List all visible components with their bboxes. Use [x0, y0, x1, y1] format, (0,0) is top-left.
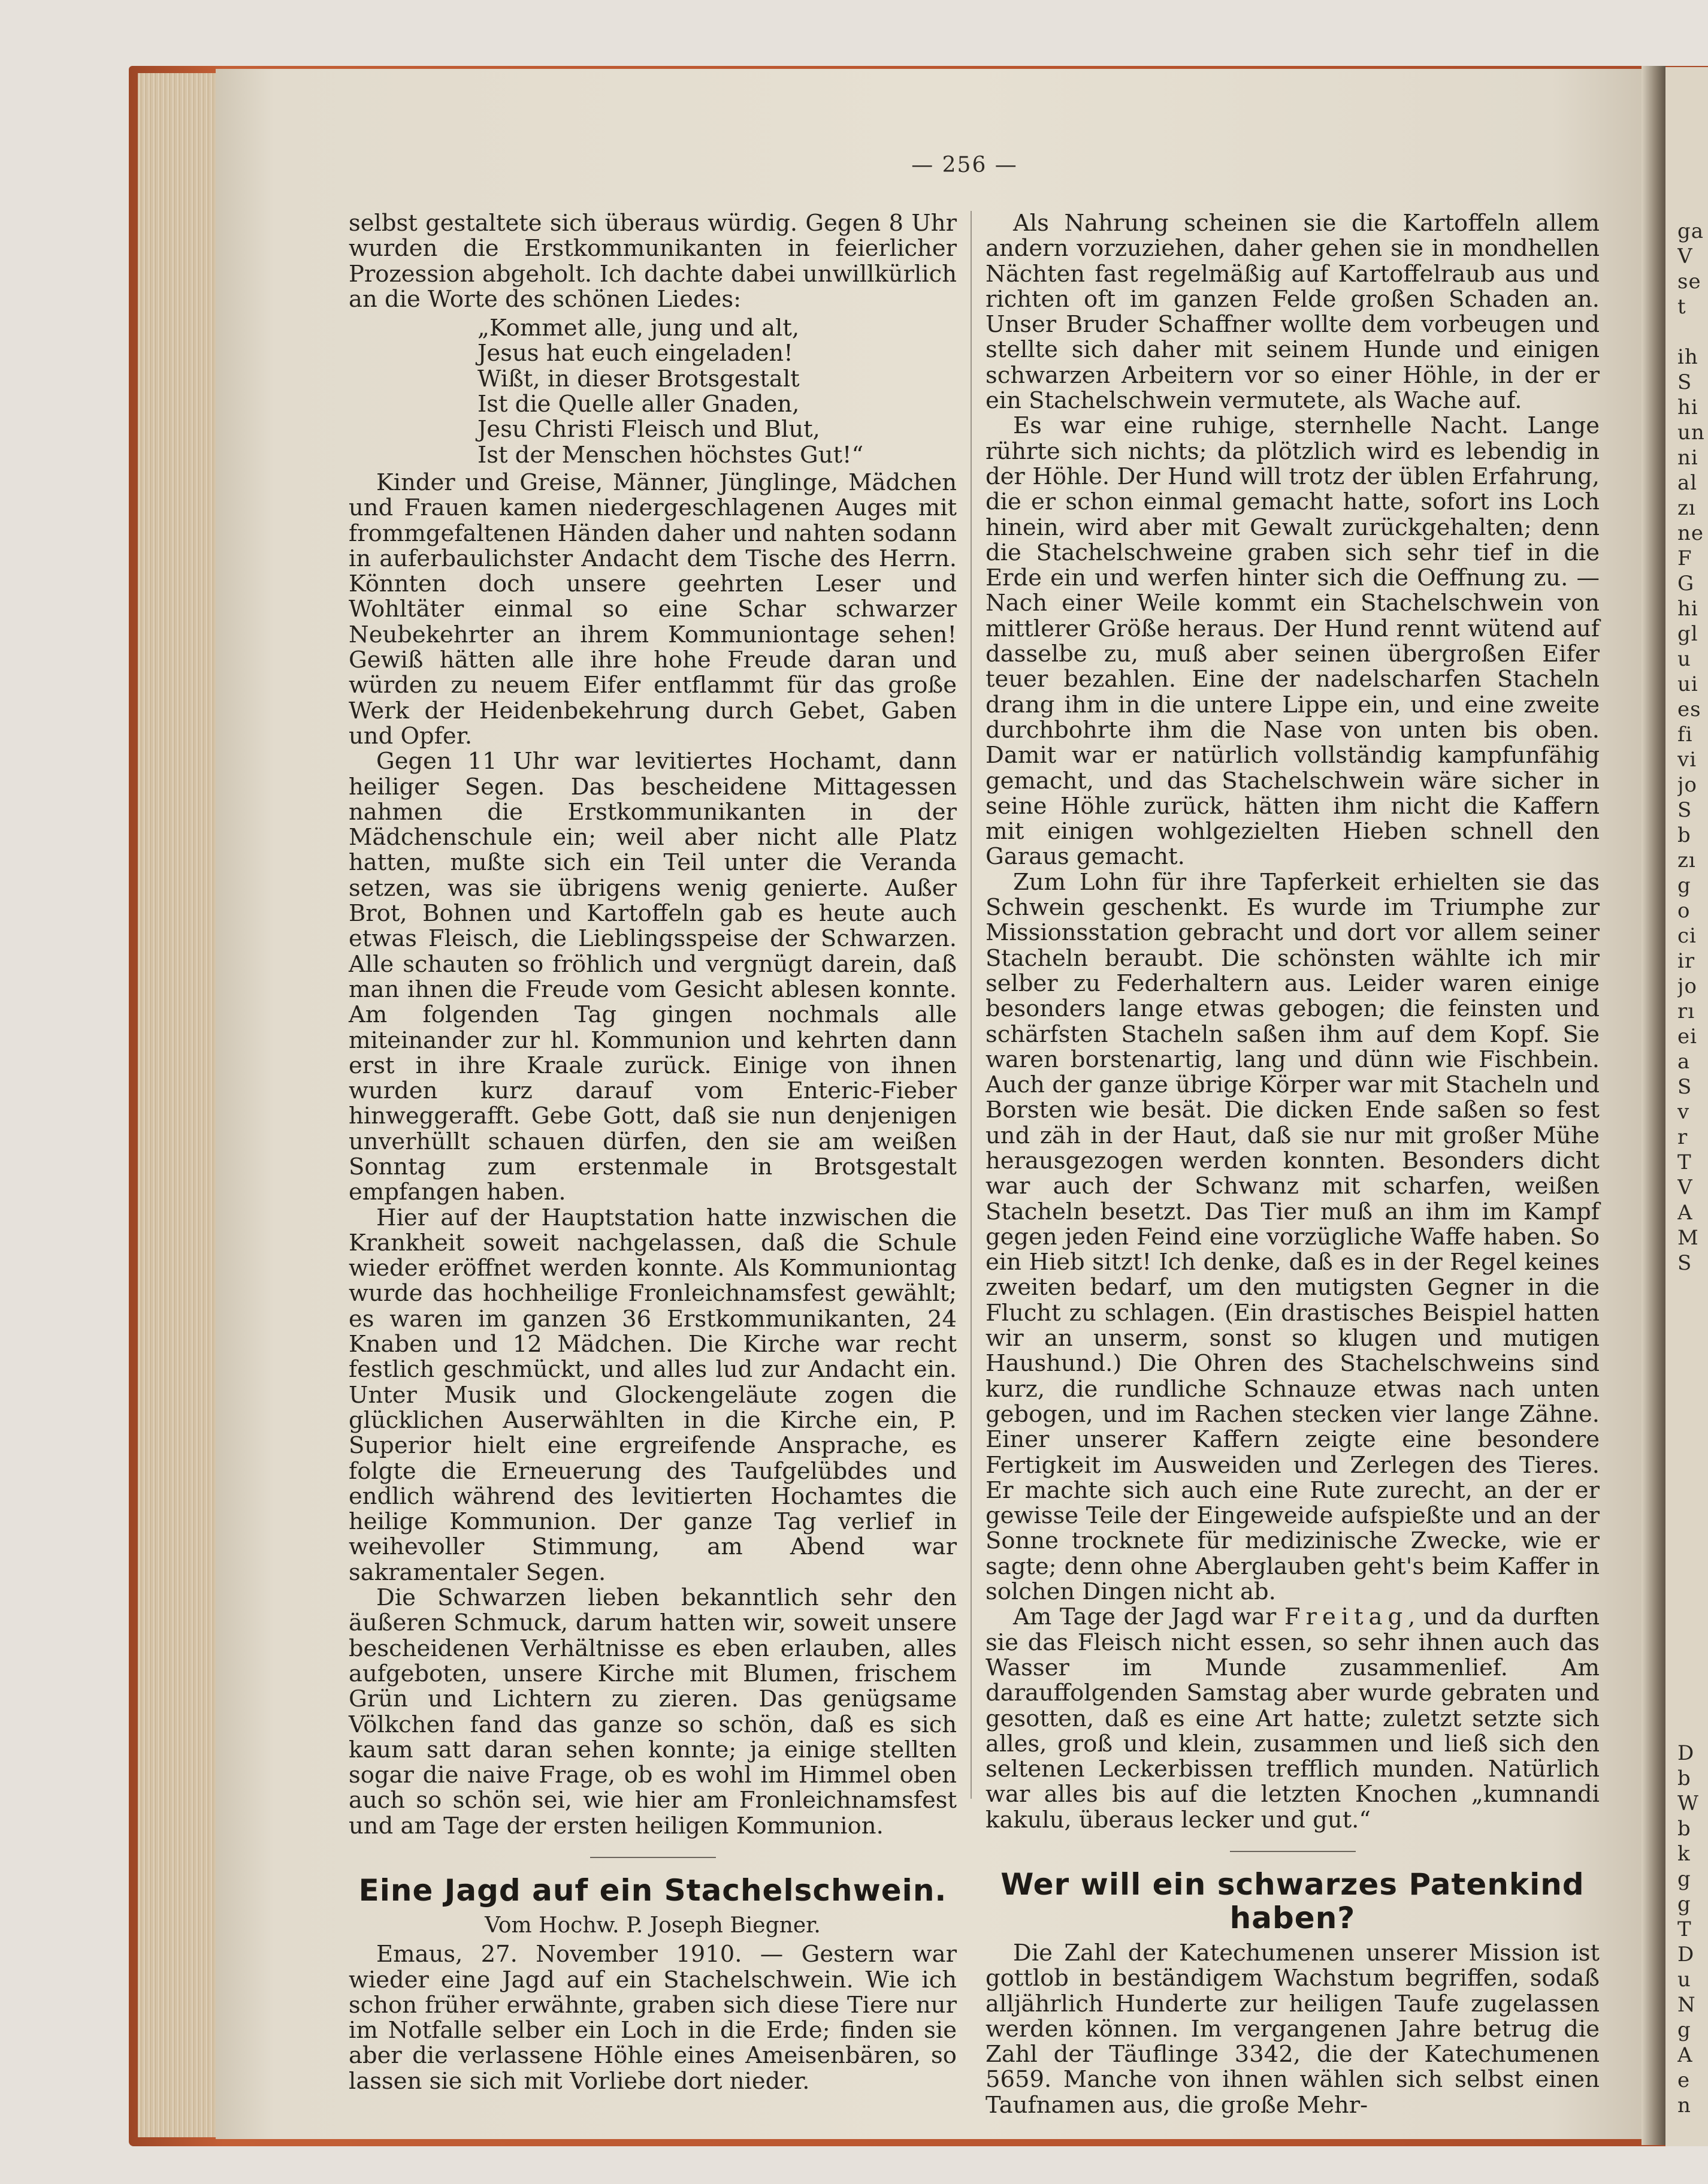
next-page-line-fragment: S	[1677, 1251, 1692, 1275]
text-run: Am Tage der Jagd war	[1013, 1603, 1284, 1631]
next-page-line-fragment: V	[1677, 1176, 1693, 1200]
paragraph: Es war eine ruhige, sternhelle Nacht. Lange rührte sich nichts; da plötzlich wird es lebendig in der Höhle. Der Hund will trotz der üblen Erfahrung, die er schon einmal gemacht hatte, sofort ins Loch hinein, wird aber mit Gewalt zurückgehalten; denn die Stachelschweine graben sich sehr tief in die Erde ein und werfen hinter sich die Oeffnung zu. — Nach einer Weile kommt ein Stachelschwein von mittlerer Größe heraus. Der Hund rennt wütend auf dasselbe zu, muß aber seinen übergroßen Eifer teuer bezahlen. Eine der nadelscharfen Stacheln drang ihm in die untere Lippe ein, und eine zweite durchbohrte ihm die Nase von unten bis oben. Damit war er natürlich vollständig kampfunfähig gemacht, und das Stachelschwein wäre sicher in seine Höhle zurück, hätten ihm nicht die Kaffern mit einigen wohlgezielten Hieben schnell den Garaus gemacht.	[985, 412, 1600, 871]
next-page-line-fragment: es	[1677, 697, 1701, 721]
next-page-line-fragment: t	[1677, 295, 1686, 319]
next-page-line-fragment: F	[1677, 546, 1692, 570]
next-page-line-fragment: ei	[1677, 1025, 1697, 1049]
paragraph: selbst gestaltete sich überaus würdig. Gegen 8 Uhr wurden die Erstkommunikanten in feierlicher Prozession abgeholt. Ich dachte dabei unwillkürlich an die Worte des schönen Liedes:	[349, 210, 957, 313]
next-page-line-fragment: al	[1677, 471, 1698, 495]
left-column	[349, 211, 957, 2094]
section-separator	[1230, 1851, 1356, 1852]
paragraph: Als Nahrung scheinen sie die Kartoffeln allem andern vorzuziehen, daher gehen sie in mondhellen Nächten fast regelmäßig auf Kartoffelraub aus und richten oft im ganzen Felde großen Schaden an. Unser Bruder Schaffner wollte dem vorbeugen und stellte sich daher mit seinem Hunde und einigen schwarzen Arbeitern vor so einer Höhle, in der er ein Stachelschwein vermutete, als Wache auf.	[985, 210, 1600, 415]
paragraph: Kinder und Greise, Männer, Jünglinge, Mädchen und Frauen kamen niedergeschlagenen Auges mit frommgefaltenen Händen daher und nahten sodann in auferbaulichster Andacht dem Tische des Herrn. Könnten doch unsere geehrten Leser und Wohltäter einmal so eine Schar schwarzer Neubekehrter an ihrem Kommuniontage sehen! Gewiß hätten alle ihre hohe Freude daran und würden zu neuem Eifer entflammt für das große Werk der Heidenbekehrung durch Gebet, Gaben und Opfer.	[349, 469, 957, 750]
next-page-line-fragment: ni	[1677, 446, 1698, 470]
verse-line: „Kommet alle, jung und alt,	[477, 315, 800, 342]
next-page-line-fragment: zı	[1677, 848, 1696, 872]
next-page-line-fragment: g	[1677, 1892, 1691, 1916]
next-page-line-fragment: T	[1677, 1150, 1692, 1174]
next-page-line-fragment: S	[1677, 798, 1692, 822]
page-number: — 256 —	[911, 153, 1018, 177]
text-run: , und da durften sie das Fleisch nicht essen, so sehr ihnen auch das Wasser im Munde zusammenlief. Am darauffolgenden Samstag aber wurde gebraten und gesotten, daß es eine Art hatte; zuletzt setzte sich alles, groß und klein, zusammen und ließ sich den seltenen Leckerbissen trefflich munden. Natürlich war alles bis auf die letzten Knochen „kumnandi kakulu, überaus lecker und gut.“	[985, 1603, 1600, 1833]
next-page-line-fragment: a	[1677, 1050, 1691, 1074]
emphasized-word: Freitag	[1284, 1603, 1408, 1631]
next-page-line-fragment: u	[1677, 647, 1691, 671]
next-page-line-fragment: e	[1677, 2068, 1691, 2092]
verse-line: Ist die Quelle aller Gnaden,	[477, 391, 800, 418]
column-divider	[971, 211, 972, 1799]
paragraph: Die Schwarzen lieben bekanntlich sehr den äußeren Schmuck, darum hatten wir, soweit unsere bescheidenen Verhältnisse es eben erlauben, alles aufgeboten, unsere Kirche mit Blumen, frischem Grün und Lichtern zu zieren. Das genügsame Völkchen fand das ganze so schön, daß es sich kaum satt daran sehen konnte; ja einige stellten sogar die naive Frage, ob es wohl im Himmel oben auch so schön sei, wie hier am Fronleichnamsfest und am Tage der ersten heiligen Kommunion.	[349, 1584, 957, 1839]
next-page-line-fragment: ui	[1677, 672, 1698, 696]
book-gutter	[1642, 66, 1665, 2145]
next-page-line-fragment: gl	[1677, 622, 1698, 646]
next-page-line-fragment: o	[1677, 899, 1691, 923]
verse-line: Jesus hat euch eingeladen!	[477, 340, 793, 367]
next-page-line-fragment: un	[1677, 421, 1705, 445]
next-page-line-fragment: S	[1677, 1075, 1692, 1099]
next-page-line-fragment: r	[1677, 1125, 1688, 1149]
verse-line: Wißt, in dieser Brotsgestalt	[477, 365, 800, 392]
article-byline: Vom Hochw. P. Joseph Biegner.	[485, 1913, 821, 1938]
article-heading: Wer will ein schwarzes Patenkind haben?	[1000, 1867, 1585, 1935]
next-page-line-fragment: jo	[1677, 974, 1698, 998]
next-page-line-fragment: T	[1677, 1917, 1692, 1941]
next-page-line-fragment: u	[1677, 1968, 1691, 1992]
next-page-line-fragment: S	[1677, 370, 1692, 394]
next-page-line-fragment: W	[1677, 1792, 1699, 1816]
next-page-line-fragment: g	[1677, 1867, 1691, 1891]
next-page-line-fragment: D	[1677, 1943, 1695, 1966]
next-page-line-fragment: ir	[1677, 949, 1695, 973]
next-page-line-fragment: jo	[1677, 773, 1698, 797]
next-page-line-fragment: ih	[1677, 345, 1698, 369]
next-page-line-fragment: vi	[1677, 748, 1697, 772]
next-page-line-fragment: hi	[1677, 395, 1698, 419]
next-page-line-fragment: g	[1677, 874, 1691, 898]
next-page-line-fragment: D	[1677, 1741, 1695, 1765]
next-page-line-fragment: A	[1677, 1201, 1693, 1225]
next-page-line-fragment: V	[1677, 244, 1693, 268]
next-page-line-fragment: ga	[1677, 219, 1704, 243]
next-page-line-fragment: M	[1677, 1226, 1699, 1250]
next-page-text-top	[1677, 219, 1708, 1276]
next-page-line-fragment: ne	[1677, 521, 1704, 545]
next-page-line-fragment: b	[1677, 1766, 1691, 1790]
next-page-line-fragment: v	[1677, 1100, 1690, 1124]
next-page-line-fragment: se	[1677, 270, 1701, 294]
verse-line: Ist der Menschen höchstes Gut!“	[477, 441, 864, 469]
next-page-line-fragment: ci	[1677, 924, 1697, 948]
paragraph: Zum Lohn für ihre Tapferkeit erhielten sie das Schwein geschenkt. Es wurde im Triumphe zur Missionsstation gebracht und dort vor allem seiner Stacheln beraubt. Die schönsten wählte ich mir selber zu Federhaltern aus. Leider waren einige besonders lange etwas gebogen; die feinsten und schärfsten Stacheln saßen ihm auf dem Kopf. Sie waren borstenartig, lang und dünn wie Fischbein. Auch der ganze übrige Körper war mit Stacheln und Borsten wie besät. Die dicken Ende saßen so fest und zäh in der Haut, daß sie nur mit großer Mühe herausgezogen werden konnten. Besonders dicht war auch der Schwanz mit scharfen, weißen Stacheln besetzt. Das Tier muß an ihm im Kampf gegen jeden Feind eine vorzügliche Waffe haben. So ein Hieb sitzt! Ich denke, daß es in der Regel keines zweiten bedarf, um den mutigsten Gegner in die Flucht zu schlagen. (Ein drastisches Beispiel hatten wir an unserm, sonst so klugen und mutigen Haushund.) Die Ohren des Stachelschweins sind kurz, die rundliche Schnauze etwas nach unten gebogen, und im Rachen stecken vier lange Zähne. Einer unserer Kaffern zeigte eine besondere Fertigkeit im Ausweiden und Zerlegen des Tieres. Er machte sich auch eine Rute zurecht, an der er gewisse Teile der Eingeweide aufspießte und an der Sonne trocknete für medizinische Zwecke, wie er sagte; denn ohne Aberglauben geht's beim Kaffer in solchen Dingen nicht ab.	[985, 868, 1600, 1606]
next-page-line-fragment: hi	[1677, 597, 1698, 621]
hymn-verse	[477, 316, 957, 468]
next-page-line-fragment: k	[1677, 1842, 1691, 1866]
next-page-text-bottom	[1677, 1741, 1708, 2118]
next-page-line-fragment	[1677, 319, 1708, 345]
right-column	[985, 211, 1600, 2118]
paragraph: Gegen 11 Uhr war levitiertes Hochamt, dann heiliger Segen. Das bescheidene Mittagessen nahmen die Erstkommunikanten in der Mädchenschule ein; weil aber nicht alle Platz hatten, mußte sich ein Teil unter die Veranda setzen, was sie übrigens wenig genierte. Außer Brot, Bohnen und Kartoffeln gab es heute auch etwas Fleisch, die Lieblingsspeise der Schwarzen. Alle schauten so fröhlich und vergnügt darein, daß man ihnen die Freude vom Gesicht ablesen konnte. Am folgenden Tag gingen nochmals alle miteinander zur hl. Kommunion und kehrten dann erst in ihre Kraale zurück. Einige von ihnen wurden kurz darauf vom Enteric-Fieber hinweggerafft. Gebe Gott, daß sie nun denjenigen unverhüllt schauen dürfen, den sie am weißen Sonntag zum erstenmale in Brotsgestalt empfangen haben.	[349, 748, 957, 1206]
paragraph: Hier auf der Hauptstation hatte inzwischen die Krankheit soweit nachgelassen, daß die Schule wieder eröffnet werden konnte. Als Kommuniontag wurde das hochheilige Fronleichnamsfest gewählt; es waren im ganzen 36 Erstkommunikanten, 24 Knaben und 12 Mädchen. Die Kirche war recht festlich geschmückt, und alles lud zur Andacht ein. Unter Musik und Glockengeläute zogen die glücklichen Auserwählten in die Kirche ein, P. Superior hielt eine ergreifende Ansprache, es folgte die Erneuerung des Taufgelübdes und endlich während des levitierten Hochamtes die heilige Kommunion. Der ganze Tag verlief in weihevoller Stimmung, am Abend war sakramentaler Segen.	[349, 1204, 957, 1586]
article-heading: Eine Jagd auf ein Stachelschwein.	[358, 1873, 947, 1908]
paragraph: Die Zahl der Katechumenen unserer Mission ist gottlob in beständigem Wachstum begriffen, sodaß alljährlich Hunderte zur heiligen Taufe zugelassen werden können. Im vergangenen Jahre betrug die Zahl der Täuflinge 3342, die der Katechumenen 5659. Manche von ihnen wählen sich selbst einen Taufnamen aus, die große Mehr-	[985, 1940, 1600, 2119]
next-page-line-fragment: fi	[1677, 723, 1693, 747]
next-page-line-fragment: A	[1677, 2043, 1693, 2067]
next-page-line-fragment: b	[1677, 823, 1691, 847]
paragraph: Emaus, 27. November 1910. — Gestern war wieder eine Jagd auf ein Stachelschwein. Wie ich schon früher erwähnte, graben sich diese Tiere nur im Notfalle selber ein Loch in die Erde; finden sie aber die verlassene Höhle eines Ameisenbären, so lassen sie sich mit Vorliebe dort nieder.	[349, 1941, 957, 2095]
next-page-line-fragment: n	[1677, 2094, 1691, 2117]
section-separator	[590, 1857, 716, 1858]
next-page-line-fragment: G	[1677, 572, 1695, 596]
next-page-line-fragment: rı	[1677, 999, 1695, 1023]
next-page-line-fragment: zı	[1677, 496, 1696, 520]
next-page-line-fragment: g	[1677, 2018, 1691, 2042]
verse-line: Jesu Christi Fleisch und Blut,	[477, 416, 820, 443]
next-page-line-fragment: b	[1677, 1817, 1691, 1841]
next-page-line-fragment: N	[1677, 1993, 1696, 2017]
paragraph	[985, 1605, 1600, 1833]
